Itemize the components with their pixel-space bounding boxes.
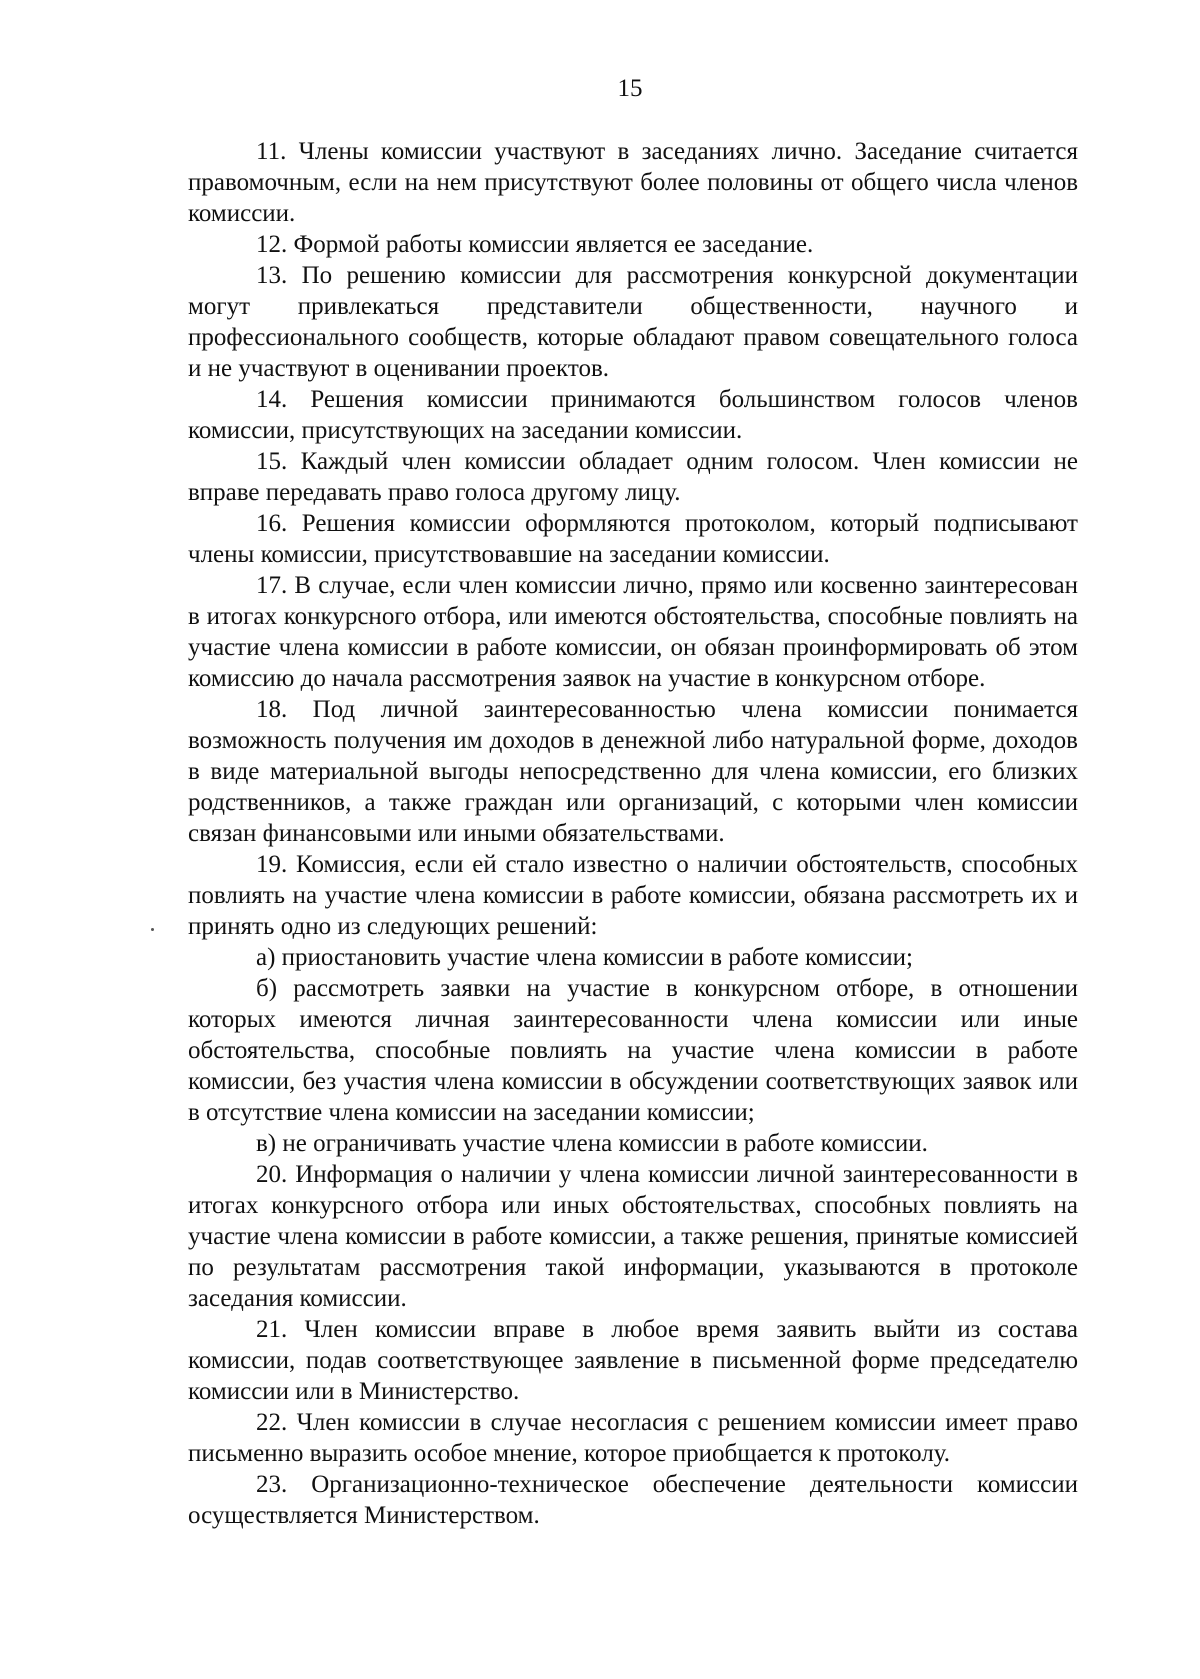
paragraph-17: 17. В случае, если член комиссии лично, прямо или косвенно заинтересован в итогах конкурсного отбора, или имеются обстоятельства, способные повлиять на участие члена комиссии в работе комиссии, он обязан проинформировать об этом комиссию до начала рассмотрения заявок на участие в конкурсном отборе.	[188, 572, 1078, 692]
paragraph-14: 14. Решения комиссии принимаются большинством голосов членов комиссии, присутствующих на заседании комиссии.	[188, 386, 1078, 444]
paragraph-20: 20. Информация о наличии у члена комиссии личной заинтересованности в итогах конкурсного отбора или иных обстоятельствах, способных повлиять на участие члена комиссии в работе комиссии, а также решения, принятые комиссией по результатам рассмотрения такой информации, указываются в протоколе заседания комиссии.	[188, 1161, 1078, 1312]
paragraph-19-item-a: а) приостановить участие члена комиссии в работе комиссии;	[256, 944, 914, 971]
paragraph-19: 19. Комиссия, если ей стало известно о наличии обстоятельств, способных повлиять на участие члена комиссии в работе комиссии, обязана рассмотреть их и принять одно из следующих решений:	[188, 851, 1078, 940]
paragraph-22: 22. Член комиссии в случае несогласия с решением комиссии имеет право письменно выразить особое мнение, которое приобщается к протоколу.	[188, 1409, 1078, 1467]
document-body	[188, 136, 1078, 1531]
paragraph-21: 21. Член комиссии вправе в любое время заявить выйти из состава комиссии, подав соответствующее заявление в письменной форме председателю комиссии или в Министерство.	[188, 1316, 1078, 1405]
paragraph-15: 15. Каждый член комиссии обладает одним голосом. Член комиссии не вправе передавать право голоса другому лицу.	[188, 448, 1078, 506]
page-number: 15	[617, 75, 643, 102]
paragraph-19-item-c: в) не ограничивать участие члена комиссии в работе комиссии.	[256, 1130, 928, 1157]
paragraph-11: 11. Члены комиссии участвуют в заседаниях лично. Заседание считается правомочным, если на нем присутствуют более половины от общего числа членов комиссии.	[188, 138, 1078, 227]
paragraph-16: 16. Решения комиссии оформляются протоколом, который подписывают члены комиссии, присутствовавшие на заседании комиссии.	[188, 510, 1078, 568]
paragraph-18: 18. Под личной заинтересованностью члена комиссии понимается возможность получения им доходов в денежной либо натуральной форме, доходов в виде материальной выгоды непосредственно для члена комиссии, его близких родственников, а также граждан или организаций, с которыми член комиссии связан финансовыми или иными обязательствами.	[188, 696, 1078, 847]
scan-speck	[151, 928, 154, 931]
paragraph-12: 12. Формой работы комиссии является ее заседание.	[256, 231, 814, 258]
paragraph-13: 13. По решению комиссии для рассмотрения конкурсной документации могут привлекаться представители общественности, научного и профессионального сообществ, которые обладают правом совещательного голоса и не участвуют в оценивании проектов.	[188, 262, 1078, 382]
paragraph-23: 23. Организационно-техническое обеспечение деятельности комиссии осуществляется Министерством.	[188, 1471, 1078, 1529]
paragraph-19-item-b: б) рассмотреть заявки на участие в конкурсном отборе, в отношении которых имеются личная заинтересованности члена комиссии или иные обстоятельства, способные повлиять на участие члена комиссии в работе комиссии, без участия члена комиссии в обсуждении соответствующих заявок или в отсутствие члена комиссии на заседании комиссии;	[188, 975, 1078, 1126]
